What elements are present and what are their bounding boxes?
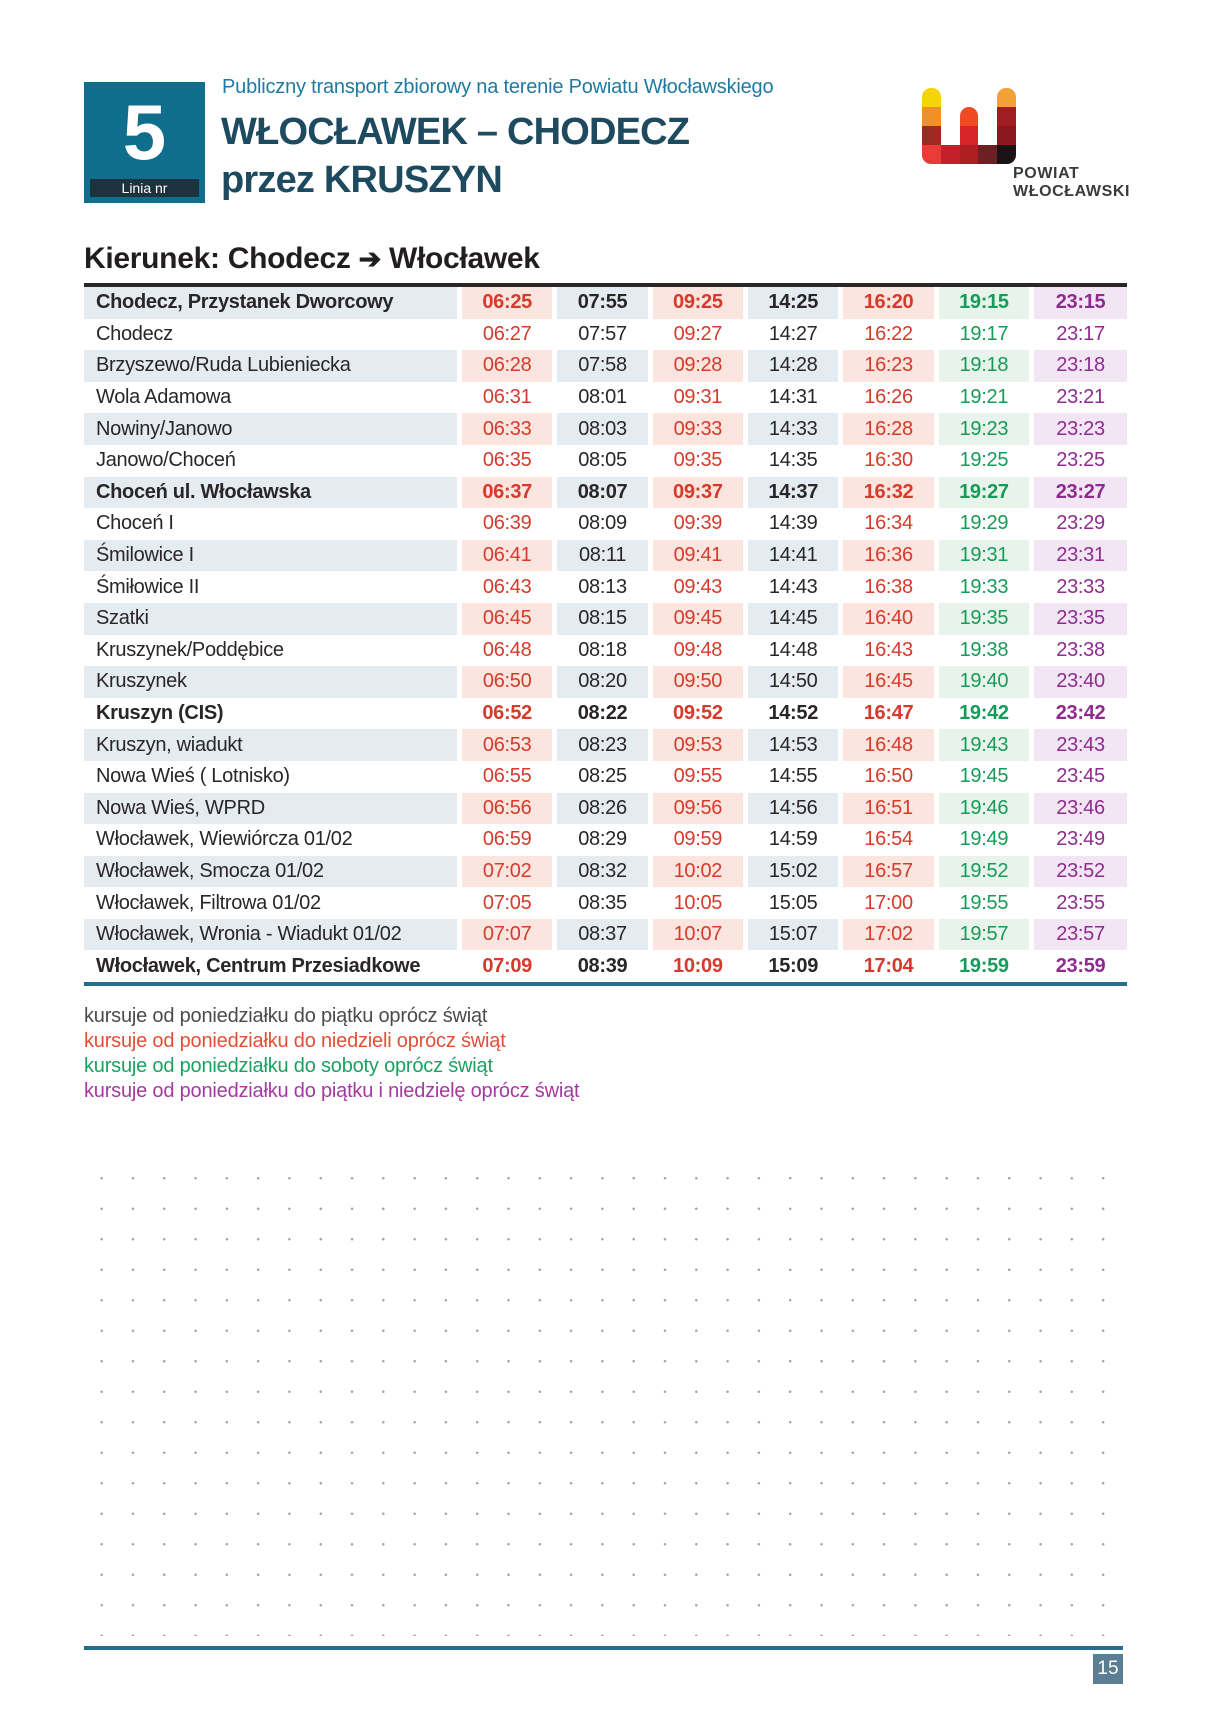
- departure-time: 19:40: [936, 666, 1031, 698]
- departure-time: 19:27: [936, 477, 1031, 509]
- direction-destination: Włocławek: [388, 242, 540, 275]
- departure-time: 06:28: [460, 350, 555, 382]
- departure-time: 09:39: [650, 508, 745, 540]
- departure-time: 08:03: [555, 413, 650, 445]
- departure-time: 09:59: [650, 824, 745, 856]
- departure-time: 16:36: [841, 540, 936, 572]
- departure-time: 17:00: [841, 887, 936, 919]
- departure-time: 06:55: [460, 761, 555, 793]
- departure-time: 23:23: [1032, 413, 1127, 445]
- departure-time: 19:29: [936, 508, 1031, 540]
- departure-time: 07:57: [555, 319, 650, 351]
- departure-time: 19:59: [936, 950, 1031, 982]
- departure-time: 16:48: [841, 729, 936, 761]
- departure-time: 14:35: [746, 445, 841, 477]
- table-row: [84, 287, 1127, 319]
- timetable: [84, 283, 1127, 986]
- departure-time: 08:18: [555, 635, 650, 667]
- stop-name: Włocławek, Wronia - Wiadukt 01/02: [84, 919, 460, 951]
- departure-time: 14:48: [746, 635, 841, 667]
- departure-time: 23:46: [1032, 793, 1127, 825]
- departure-time: 09:52: [650, 698, 745, 730]
- departure-time: 19:52: [936, 856, 1031, 888]
- departure-time: 15:07: [746, 919, 841, 951]
- departure-time: 15:09: [746, 950, 841, 982]
- departure-time: 09:33: [650, 413, 745, 445]
- departure-time: 08:22: [555, 698, 650, 730]
- departure-time: 23:42: [1032, 698, 1127, 730]
- stop-name: Śmilowice I: [84, 540, 460, 572]
- departure-time: 14:45: [746, 603, 841, 635]
- departure-time: 09:28: [650, 350, 745, 382]
- departure-time: 19:25: [936, 445, 1031, 477]
- table-row: [84, 508, 1127, 540]
- table-row: [84, 445, 1127, 477]
- stop-name: Chodecz, Przystanek Dworcowy: [84, 287, 460, 319]
- departure-time: 23:59: [1032, 950, 1127, 982]
- departure-time: 23:21: [1032, 382, 1127, 414]
- table-row: [84, 319, 1127, 351]
- departure-time: 19:57: [936, 919, 1031, 951]
- legend-item: kursuje od poniedziałku do soboty oprócz świąt: [84, 1055, 493, 1077]
- line-number: 5: [122, 87, 167, 176]
- departure-time: 07:09: [460, 950, 555, 982]
- departure-time: 19:35: [936, 603, 1031, 635]
- logo-cell: [922, 107, 941, 126]
- table-row: [84, 856, 1127, 888]
- departure-time: 06:25: [460, 287, 555, 319]
- departure-time: 23:49: [1032, 824, 1127, 856]
- stop-name: Wola Adamowa: [96, 386, 231, 409]
- stop-name: Włocławek, Filtrowa 01/02: [96, 891, 321, 914]
- departure-time: 14:27: [746, 319, 841, 351]
- departure-time: 16:45: [841, 666, 936, 698]
- table-row: [84, 919, 1127, 951]
- departure-time: 08:37: [555, 919, 650, 951]
- route-title-line1: WŁOCŁAWEK – CHODECZ: [221, 111, 690, 153]
- departure-time: 23:55: [1032, 887, 1127, 919]
- departure-time: 06:27: [460, 319, 555, 351]
- departure-time: 07:55: [555, 287, 650, 319]
- departure-time: 19:18: [936, 350, 1031, 382]
- departure-time: 16:40: [841, 603, 936, 635]
- table-row: [84, 603, 1127, 635]
- departure-time: 08:29: [555, 824, 650, 856]
- departure-time: 08:32: [555, 856, 650, 888]
- table-row: [84, 477, 1127, 509]
- departure-time: 16:51: [841, 793, 936, 825]
- departure-time: 09:25: [650, 287, 745, 319]
- departure-time: 19:49: [936, 824, 1031, 856]
- departure-time: 09:56: [650, 793, 745, 825]
- departure-time: 23:33: [1032, 571, 1127, 603]
- table-row: [84, 413, 1127, 445]
- footer-rule: [84, 1646, 1123, 1650]
- departure-time: 06:37: [460, 477, 555, 509]
- line-label: Linia nr: [90, 179, 199, 197]
- stop-name: Włocławek, Centrum Przesiadkowe: [96, 954, 421, 977]
- departure-time: 09:48: [650, 635, 745, 667]
- departure-time: 09:37: [650, 477, 745, 509]
- dot-grid: [86, 1158, 1128, 1636]
- departure-time: 08:11: [555, 540, 650, 572]
- table-row: [84, 729, 1127, 761]
- logo-cell: [997, 145, 1016, 164]
- departure-time: 08:20: [555, 666, 650, 698]
- departure-time: 17:02: [841, 919, 936, 951]
- departure-time: 14:39: [746, 508, 841, 540]
- departure-time: 14:31: [746, 382, 841, 414]
- departure-time: 23:57: [1032, 919, 1127, 951]
- departure-time: 07:05: [460, 887, 555, 919]
- stop-name: Włocławek, Wiewiórcza 01/02: [96, 828, 353, 851]
- legend-item: kursuje od poniedziałku do piątku oprócz świąt: [84, 1005, 488, 1027]
- departure-time: 23:45: [1032, 761, 1127, 793]
- stop-name: Szatki: [84, 603, 460, 635]
- departure-time: 17:04: [841, 950, 936, 982]
- logo-cell: [941, 145, 960, 164]
- table-row: [84, 793, 1127, 825]
- departure-time: 09:41: [650, 540, 745, 572]
- service-legend: [84, 1004, 579, 1104]
- departure-time: 16:22: [841, 319, 936, 351]
- table-row: [84, 887, 1127, 919]
- departure-time: 08:25: [555, 761, 650, 793]
- departure-time: 16:47: [841, 698, 936, 730]
- stop-name: Nowa Wieś ( Lotnisko): [96, 765, 290, 788]
- departure-time: 14:53: [746, 729, 841, 761]
- departure-time: 16:50: [841, 761, 936, 793]
- table-row: [84, 666, 1127, 698]
- departure-time: 08:23: [555, 729, 650, 761]
- departure-time: 06:48: [460, 635, 555, 667]
- departure-time: 06:33: [460, 413, 555, 445]
- direction-heading: [84, 242, 540, 276]
- right-arrow-icon: ➔: [358, 244, 381, 274]
- departure-time: 23:17: [1032, 319, 1127, 351]
- departure-time: 16:28: [841, 413, 936, 445]
- stop-name: Janowo/Choceń: [96, 449, 236, 472]
- departure-time: 14:41: [746, 540, 841, 572]
- departure-time: 23:40: [1032, 666, 1127, 698]
- logo-cell: [922, 145, 941, 164]
- departure-time: 08:13: [555, 571, 650, 603]
- logo-text-line2: WŁOCŁAWSKI: [1013, 182, 1131, 200]
- stop-name: Choceń I: [96, 512, 174, 535]
- departure-time: 08:09: [555, 508, 650, 540]
- departure-time: 16:23: [841, 350, 936, 382]
- departure-time: 23:15: [1032, 287, 1127, 319]
- stop-name: Nowiny/Janowo: [84, 413, 460, 445]
- departure-time: 08:07: [555, 477, 650, 509]
- departure-time: 19:23: [936, 413, 1031, 445]
- table-row: [84, 824, 1127, 856]
- departure-time: 14:33: [746, 413, 841, 445]
- departure-time: 19:31: [936, 540, 1031, 572]
- departure-time: 19:43: [936, 729, 1031, 761]
- departure-time: 14:59: [746, 824, 841, 856]
- departure-time: 06:43: [460, 571, 555, 603]
- departure-time: 19:55: [936, 887, 1031, 919]
- departure-time: 23:31: [1032, 540, 1127, 572]
- stop-name: Nowa Wieś, WPRD: [84, 793, 460, 825]
- departure-time: 19:17: [936, 319, 1031, 351]
- logo-text-line1: POWIAT: [1013, 165, 1080, 182]
- table-row: [84, 635, 1127, 667]
- departure-time: 23:35: [1032, 603, 1127, 635]
- departure-time: 14:28: [746, 350, 841, 382]
- logo-cell: [960, 126, 979, 145]
- departure-time: 09:43: [650, 571, 745, 603]
- page-subtitle: Publiczny transport zbiorowy na terenie Powiatu Włocławskiego: [222, 76, 774, 98]
- departure-time: 08:15: [555, 603, 650, 635]
- departure-time: 06:50: [460, 666, 555, 698]
- departure-time: 06:59: [460, 824, 555, 856]
- departure-time: 19:45: [936, 761, 1031, 793]
- stop-name: Włocławek, Smocza 01/02: [84, 856, 460, 888]
- stop-name: Kruszynek: [84, 666, 460, 698]
- departure-time: 16:30: [841, 445, 936, 477]
- departure-time: 09:35: [650, 445, 745, 477]
- departure-time: 16:54: [841, 824, 936, 856]
- departure-time: 14:43: [746, 571, 841, 603]
- departure-time: 14:55: [746, 761, 841, 793]
- logo-cell: [922, 126, 941, 145]
- departure-time: 08:01: [555, 382, 650, 414]
- logo-cell: [997, 107, 1016, 126]
- powiat-wloclawski-logo-icon: [922, 88, 1016, 164]
- table-row: [84, 540, 1127, 572]
- departure-time: 09:53: [650, 729, 745, 761]
- powiat-logo-text: [1013, 165, 1130, 200]
- stop-name: Choceń ul. Włocławska: [84, 477, 460, 509]
- departure-time: 09:27: [650, 319, 745, 351]
- departure-time: 09:50: [650, 666, 745, 698]
- departure-time: 06:41: [460, 540, 555, 572]
- departure-time: 06:39: [460, 508, 555, 540]
- table-row: [84, 761, 1127, 793]
- departure-time: 16:20: [841, 287, 936, 319]
- departure-time: 10:02: [650, 856, 745, 888]
- logo-cell: [978, 145, 997, 164]
- departure-time: 23:52: [1032, 856, 1127, 888]
- departure-time: 16:26: [841, 382, 936, 414]
- table-row: [84, 382, 1127, 414]
- table-row: [84, 950, 1127, 982]
- departure-time: 14:25: [746, 287, 841, 319]
- departure-time: 06:56: [460, 793, 555, 825]
- departure-time: 06:35: [460, 445, 555, 477]
- departure-time: 19:42: [936, 698, 1031, 730]
- departure-time: 08:26: [555, 793, 650, 825]
- route-title-line2: przez KRUSZYN: [221, 159, 502, 201]
- logo-cell: [922, 88, 941, 107]
- departure-time: 14:56: [746, 793, 841, 825]
- stop-name: Kruszyn (CIS): [96, 702, 224, 725]
- line-number-badge: [84, 82, 205, 203]
- departure-time: 14:50: [746, 666, 841, 698]
- table-row: [84, 571, 1127, 603]
- departure-time: 23:29: [1032, 508, 1127, 540]
- table-row: [84, 350, 1127, 382]
- departure-time: 10:09: [650, 950, 745, 982]
- departure-time: 10:07: [650, 919, 745, 951]
- departure-time: 06:31: [460, 382, 555, 414]
- departure-time: 23:27: [1032, 477, 1127, 509]
- departure-time: 08:39: [555, 950, 650, 982]
- logo-cell: [960, 145, 979, 164]
- departure-time: 19:38: [936, 635, 1031, 667]
- departure-time: 10:05: [650, 887, 745, 919]
- stop-name: Brzyszewo/Ruda Lubieniecka: [84, 350, 460, 382]
- departure-time: 23:25: [1032, 445, 1127, 477]
- departure-time: 07:58: [555, 350, 650, 382]
- departure-time: 16:32: [841, 477, 936, 509]
- departure-time: 16:38: [841, 571, 936, 603]
- page-number-badge: 15: [1093, 1654, 1123, 1684]
- departure-time: 08:05: [555, 445, 650, 477]
- departure-time: 23:38: [1032, 635, 1127, 667]
- logo-cell: [997, 88, 1016, 107]
- departure-time: 16:57: [841, 856, 936, 888]
- departure-time: 09:55: [650, 761, 745, 793]
- stop-name: Śmiłowice II: [96, 575, 200, 598]
- departure-time: 19:15: [936, 287, 1031, 319]
- departure-time: 23:43: [1032, 729, 1127, 761]
- table-row: [84, 698, 1127, 730]
- departure-time: 14:37: [746, 477, 841, 509]
- logo-cell: [997, 126, 1016, 145]
- departure-time: 07:02: [460, 856, 555, 888]
- stop-name: Kruszynek/Poddębice: [96, 638, 284, 661]
- direction-label: Kierunek: Chodecz: [84, 242, 351, 275]
- departure-time: 15:05: [746, 887, 841, 919]
- departure-time: 06:52: [460, 698, 555, 730]
- departure-time: 16:34: [841, 508, 936, 540]
- legend-item: kursuje od poniedziałku do piątku i niedzielę oprócz świąt: [84, 1080, 580, 1102]
- logo-cell: [960, 107, 979, 126]
- departure-time: 19:46: [936, 793, 1031, 825]
- departure-time: 09:31: [650, 382, 745, 414]
- departure-time: 07:07: [460, 919, 555, 951]
- departure-time: 15:02: [746, 856, 841, 888]
- departure-time: 16:43: [841, 635, 936, 667]
- stop-name: Chodecz: [96, 322, 173, 345]
- departure-time: 06:45: [460, 603, 555, 635]
- departure-time: 06:53: [460, 729, 555, 761]
- departure-time: 23:18: [1032, 350, 1127, 382]
- departure-time: 09:45: [650, 603, 745, 635]
- departure-time: 08:35: [555, 887, 650, 919]
- stop-name: Kruszyn, wiadukt: [84, 729, 460, 761]
- legend-item: kursuje od poniedziałku do niedzieli oprócz świąt: [84, 1030, 506, 1052]
- departure-time: 19:21: [936, 382, 1031, 414]
- departure-time: 14:52: [746, 698, 841, 730]
- departure-time: 19:33: [936, 571, 1031, 603]
